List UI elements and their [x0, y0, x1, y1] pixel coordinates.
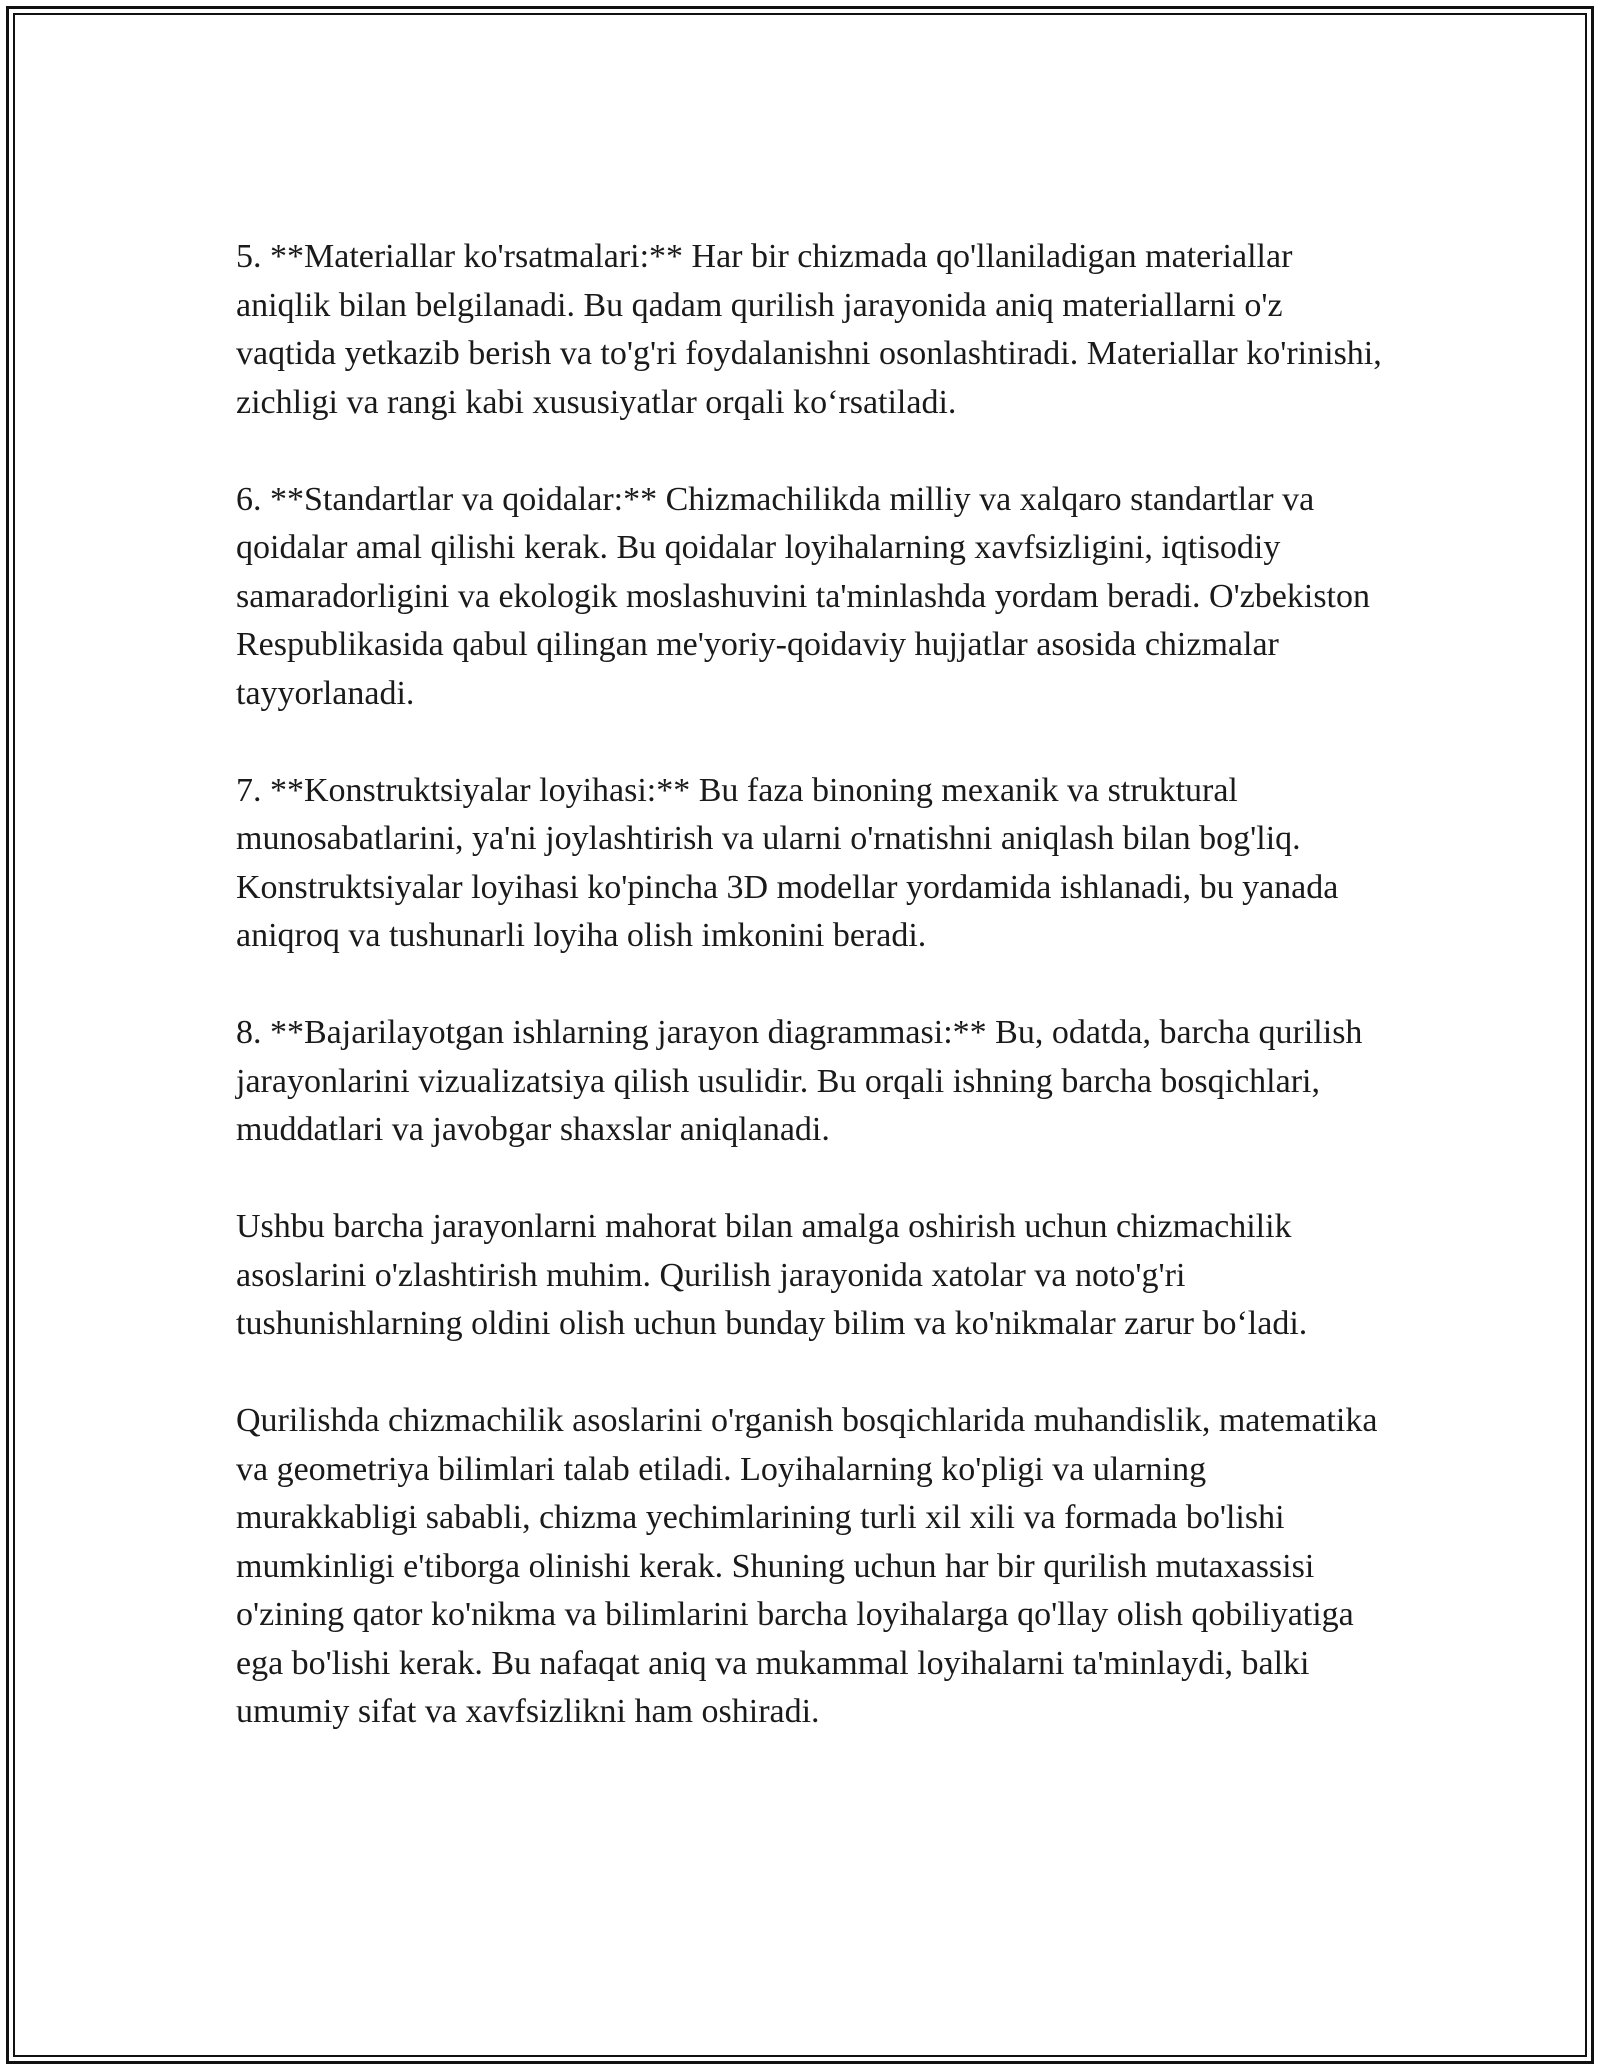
paragraph-process-diagram: 8. **Bajarilayotgan ishlarning jarayon diagrammasi:** Bu, odatda, barcha qurilish jarayonlarini vizualizatsiya qilish usulidir. Bu orqali ishning barcha bosqichlari, muddatlari va javobgar shaxslar aniqlanadi.	[236, 1014, 1363, 1148]
paragraph-constructions: 7. **Konstruktsiyalar loyihasi:** Bu faza binoning mexanik va struktural munosabatlarini, ya'ni joylashtirish va ularni o'rnatishni aniqlash bilan bog'liq. Konstruktsiyalar loyihasi ko'pincha 3D modellar yordamida ishlanadi, bu yanada aniqroq va tushunarli loyiha olish imkonini beradi.	[236, 771, 1339, 954]
paragraph-summary: Ushbu barcha jarayonlarni mahorat bilan amalga oshirish uchun chizmachilik asoslarini o'zlashtirish muhim. Qurilish jarayonida xatolar va noto'g'ri tushunishlarning oldini olish uchun bunday bilim va ko'nikmalar zarur bo‘ladi.	[236, 1208, 1308, 1342]
paragraph-standards: 6. **Standartlar va qoidalar:** Chizmachilikda milliy va xalqaro standartlar va qoidalar amal qilishi kerak. Bu qoidalar loyihalarning xavfsizligini, iqtisodiy samaradorligini va ekologik moslashuvini ta'minlashda yordam beradi. O'zbekiston Respublikasida qabul qilingan me'yoriy-qoidaviy hujjatlar asosida chizmalar tayyorlanadi.	[236, 480, 1371, 712]
paragraph-materials: 5. **Materiallar ko'rsatmalari:** Har bir chizmada qo'llaniladigan materiallar aniqlik bilan belgilanadi. Bu qadam qurilish jarayonida aniq materiallarni o'z vaqtida yetkazib berish va to'g'ri foydalanishni osonlashtiradi. Materiallar ko'rinishi, zichligi va rangi kabi xususiyatlar orqali ko‘rsatiladi.	[236, 238, 1382, 421]
document-body	[236, 233, 1386, 1737]
paragraph-conclusion: Qurilishda chizmachilik asoslarini o'rganish bosqichlarida muhandislik, matematika va geometriya bilimlari talab etiladi. Loyihalarning ko'pligi va ularning murakkabligi sababli, chizma yechimlarining turli xil xili va formada bo'lishi mumkinligi e'tiborga olinishi kerak. Shuning uchun har bir qurilish mutaxassisi o'zining qator ko'nikma va bilimlarini barcha loyihalarga qo'llay olish qobiliyatiga ega bo'lishi kerak. Bu nafaqat aniq va mukammal loyihalarni ta'minlaydi, balki umumiy sifat va xavfsizlikni ham oshiradi.	[236, 1402, 1378, 1730]
